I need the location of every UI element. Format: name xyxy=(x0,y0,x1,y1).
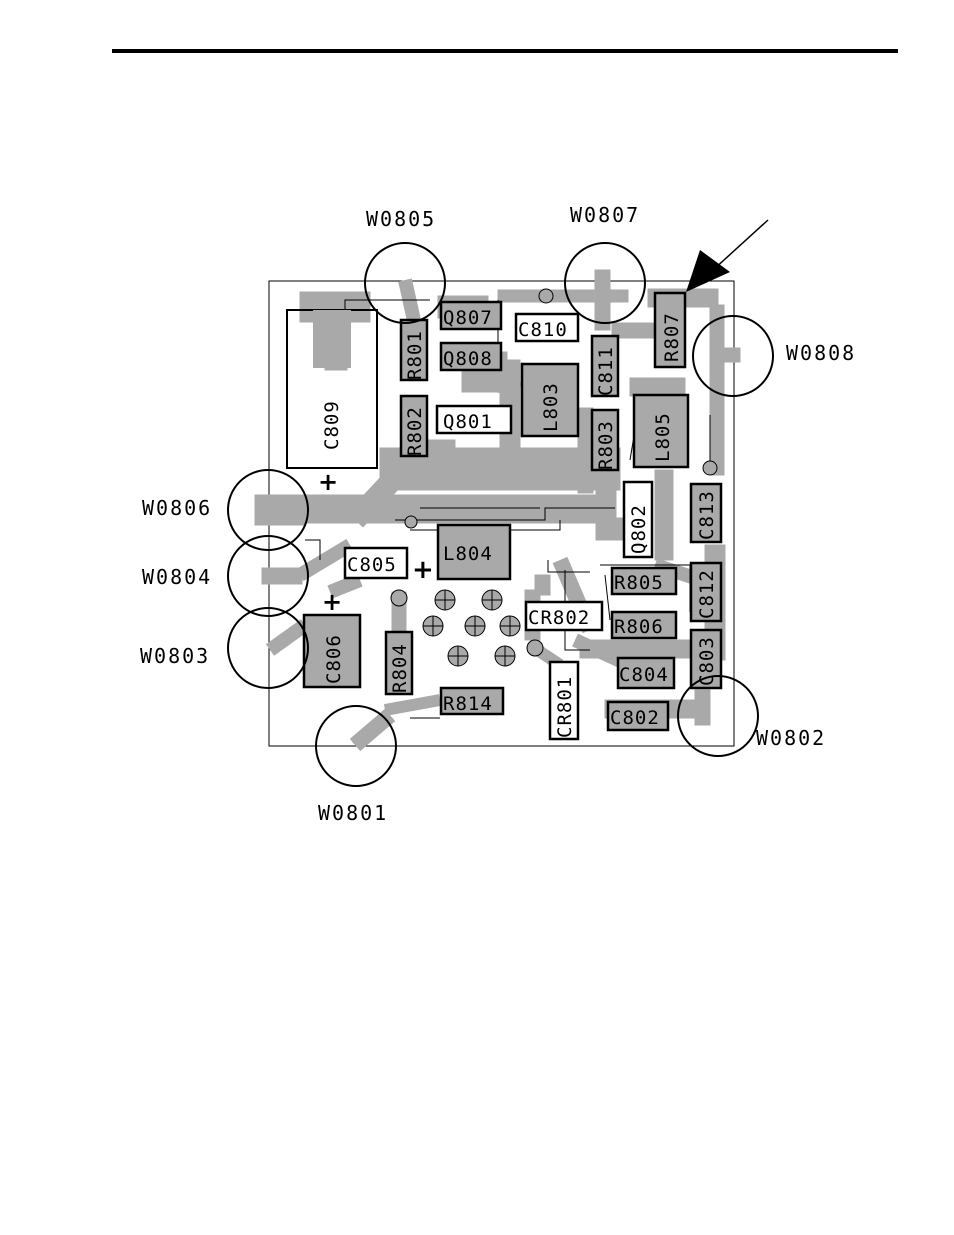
label-c805: C805 xyxy=(347,554,397,576)
label-q802: Q802 xyxy=(628,504,650,554)
label-c811: C811 xyxy=(595,346,617,396)
label-c802: C802 xyxy=(610,707,660,729)
label-q807: Q807 xyxy=(443,307,493,329)
label-c810: C810 xyxy=(518,319,568,341)
label-w0804: W0804 xyxy=(142,565,213,589)
label-q808: Q808 xyxy=(443,348,493,370)
label-q801: Q801 xyxy=(443,411,493,433)
label-cr801: CR801 xyxy=(554,675,576,738)
label-w0803: W0803 xyxy=(140,644,211,668)
label-w0805: W0805 xyxy=(366,207,437,231)
polarity-mark-l804: + xyxy=(412,555,434,585)
label-c813: C813 xyxy=(696,490,718,540)
label-r805: R805 xyxy=(614,572,664,594)
label-cr802: CR802 xyxy=(528,607,591,629)
label-r806: R806 xyxy=(614,616,664,638)
label-c806: C806 xyxy=(323,634,345,684)
label-r804: R804 xyxy=(389,643,411,693)
label-c809: C809 xyxy=(321,400,343,450)
label-l804: L804 xyxy=(443,543,493,565)
polarity-mark-c809: + xyxy=(318,468,339,496)
label-w0801: W0801 xyxy=(318,801,389,825)
wire-circle-w0803 xyxy=(228,608,308,688)
label-w0807: W0807 xyxy=(570,203,641,227)
label-l803: L803 xyxy=(540,382,562,432)
label-r807: R807 xyxy=(661,312,683,362)
label-w0806: W0806 xyxy=(142,496,213,520)
label-r802: R802 xyxy=(404,406,426,456)
label-c803: C803 xyxy=(696,636,718,686)
label-w0802: W0802 xyxy=(756,726,827,750)
label-r814: R814 xyxy=(443,693,493,715)
label-r801: R801 xyxy=(404,330,426,380)
label-l805: L805 xyxy=(652,412,674,462)
label-r803: R803 xyxy=(595,420,617,470)
label-w0808: W0808 xyxy=(786,341,857,365)
polarity-mark-c806: + xyxy=(322,588,343,616)
label-c812: C812 xyxy=(696,569,718,619)
label-c804: C804 xyxy=(619,664,669,686)
